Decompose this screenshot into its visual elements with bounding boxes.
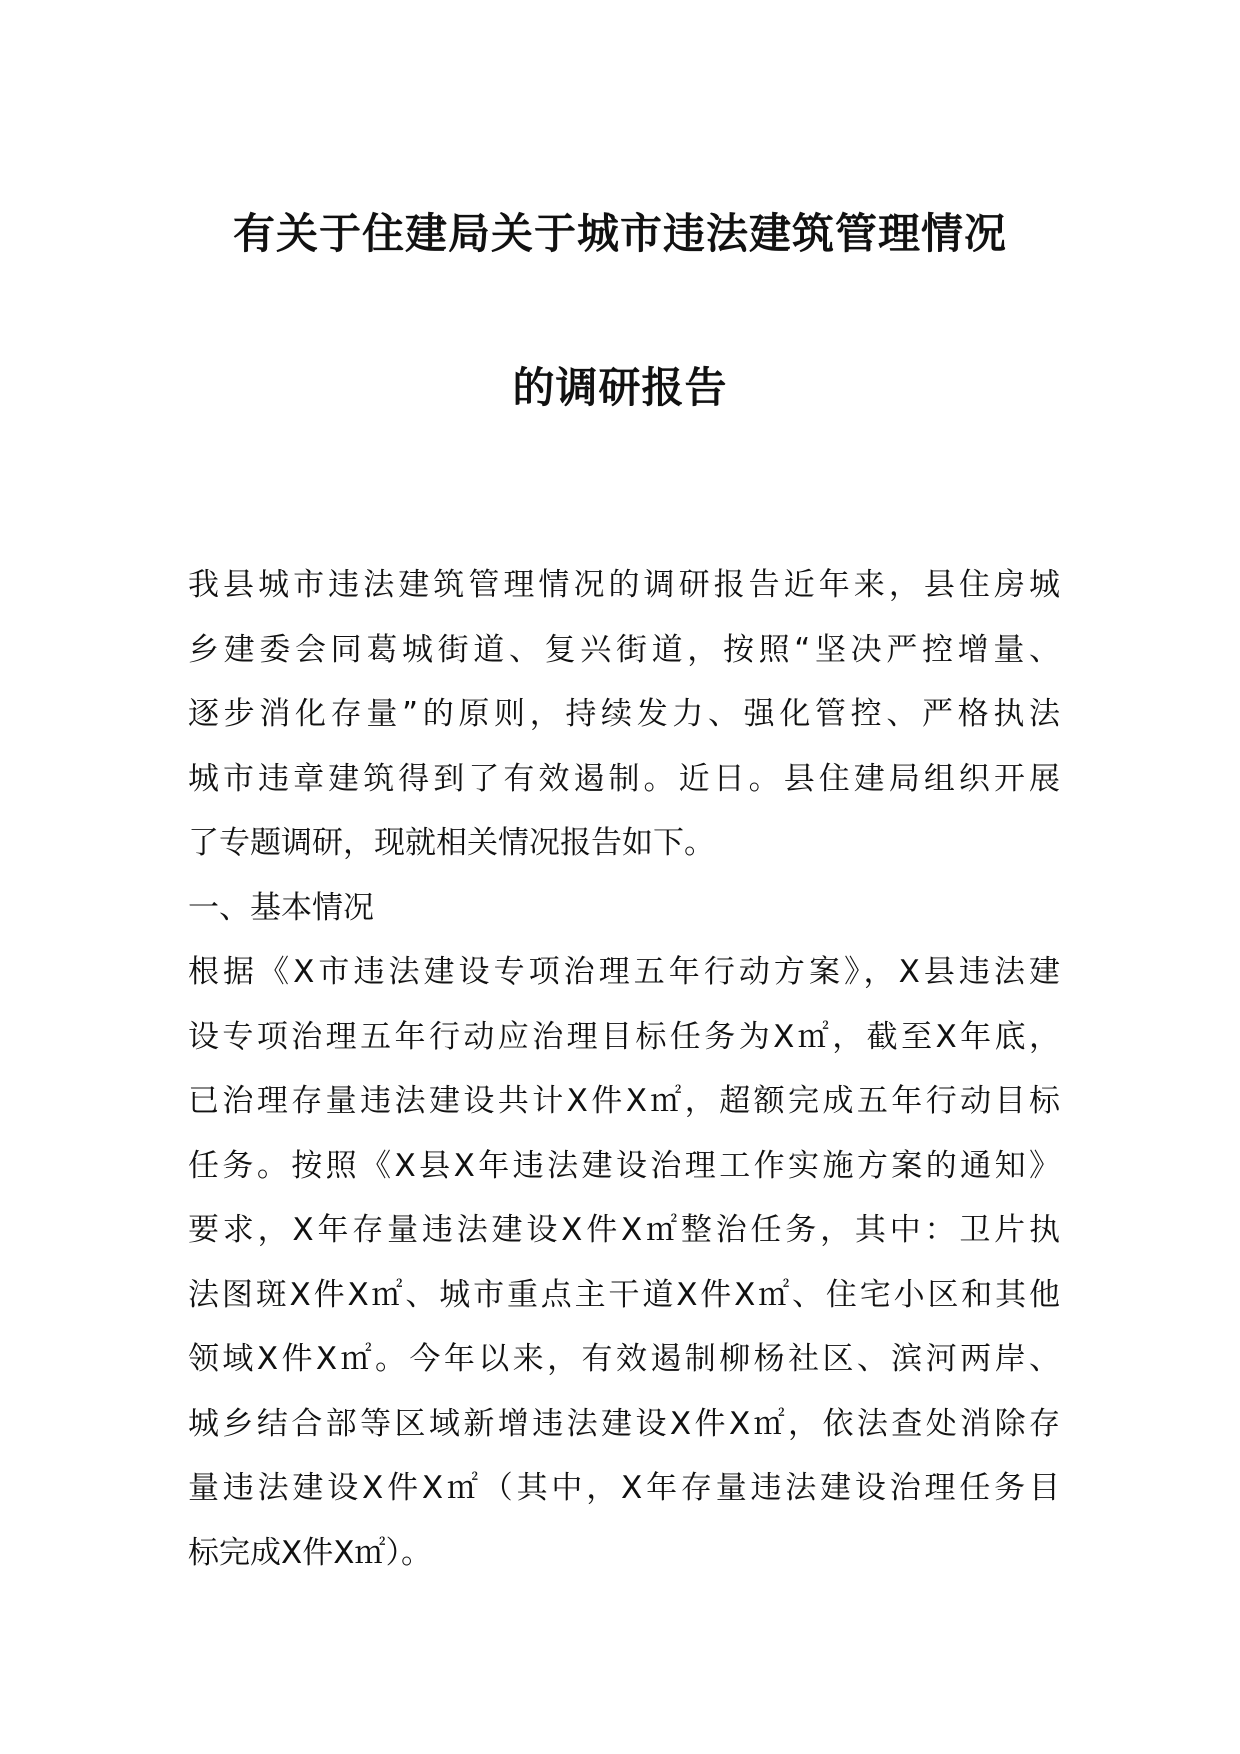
body-line: 乡建委会同葛城街道、复兴街道，按照“坚决严控增量、 <box>188 631 1060 668</box>
body-line: 了专题调研，现就相关情况报告如下。 <box>188 825 715 861</box>
body-line: 我县城市违法建筑管理情况的调研报告近年来，县住房城 <box>188 567 1060 603</box>
document-body <box>188 553 1060 1585</box>
body-line: 已治理存量违法建设共计X件X㎡，超额完成五年行动目标 <box>188 1083 1060 1119</box>
body-line: 城乡结合部等区域新增违法建设X件X㎡，依法查处消除存 <box>188 1405 1060 1442</box>
body-line: 任务。按照《X县X年违法建设治理工作实施方案的通知》 <box>188 1147 1060 1184</box>
body-line: 要求，X年存量违法建设X件X㎡整治任务，其中：卫片执 <box>188 1212 1060 1248</box>
document-title-line-2: 的调研报告 <box>512 363 728 412</box>
body-line: 领域X件X㎡。今年以来，有效遏制柳杨社区、滨河两岸、 <box>188 1341 1060 1377</box>
section-heading: 一、基本情况 <box>188 889 374 926</box>
document-title-line-1: 有关于住建局关于城市违法建筑管理情况 <box>232 209 1007 258</box>
body-line: 设专项治理五年行动应治理目标任务为X㎡，截至X年底， <box>188 1018 1060 1055</box>
body-line: 标完成X件X㎡）。 <box>188 1534 432 1571</box>
body-line: 法图斑X件X㎡、城市重点主干道X件X㎡、住宅小区和其他 <box>188 1276 1060 1313</box>
body-line: 逐步消化存量”的原则，持续发力、强化管控、严格执法 <box>188 696 1060 732</box>
body-line: 根据《X市违法建设专项治理五年行动方案》，X县违法建 <box>188 954 1060 990</box>
body-line: 城市违章建筑得到了有效遏制。近日。县住建局组织开展 <box>188 760 1060 797</box>
body-line: 量违法建设X件X㎡（其中，X年存量违法建设治理任务目 <box>188 1470 1060 1506</box>
